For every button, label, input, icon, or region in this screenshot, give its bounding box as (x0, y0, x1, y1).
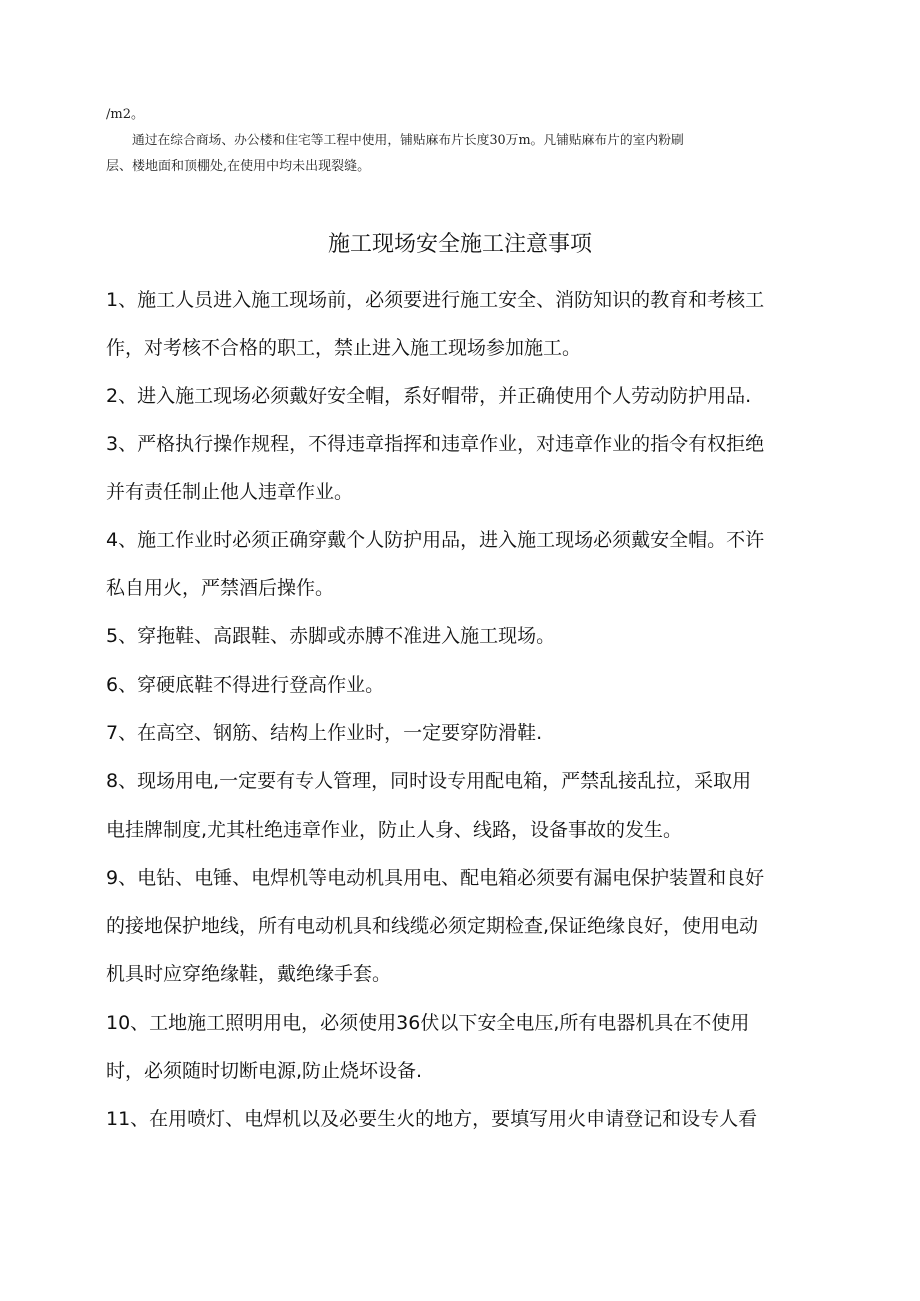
text-line: 机具时应穿绝缘鞋，戴绝缘手套。 (106, 963, 392, 985)
text-line: 作，对考核不合格的职工，禁止进入施工现场参加施工。 (106, 337, 582, 359)
text-line: 2、进入施工现场必须戴好安全帽，系好帽带，并正确使用个人劳动防护用品. (106, 385, 752, 407)
text-line: 9、电钻、电锤、电焊机等电动机具用电、配电箱必须要有漏电保护装置和良好 (106, 867, 765, 889)
intro-line-3: 层、楼地面和顶棚处,在使用中均未出现裂缝。 (106, 159, 371, 174)
text-line: 3、严格执行操作规程，不得违章指挥和违章作业，对违章作业的指令有权拒绝 (106, 433, 765, 455)
text-line: 8、现场用电,一定要有专人管理，同时设专用配电箱，严禁乱接乱拉，采取用 (106, 770, 752, 792)
text-line: 4、施工作业时必须正确穿戴个人防护用品，进入施工现场必须戴安全帽。不许 (106, 529, 765, 551)
text-line: 7、在高空、钢筋、结构上作业时，一定要穿防滑鞋. (106, 722, 543, 744)
text-line: 时，必须随时切断电源,防止烧坏设备. (106, 1060, 423, 1082)
text-line: 10、工地施工照明用电，必须使用36伏以下安全电压,所有电器机具在不使用 (106, 1012, 750, 1034)
intro-line-2: 通过在综合商场、办公楼和住宅等工程中使用，铺贴麻布片长度30万m。凡铺贴麻布片的室内粉刷 (132, 133, 684, 148)
text-line: 的接地保护地线，所有电动机具和线缆必须定期检查,保证绝缘良好，使用电动 (106, 915, 759, 937)
text-line: 5、穿拖鞋、高跟鞋、赤脚或赤膊不准进入施工现场。 (106, 625, 556, 647)
intro-line-1: /m2。 (106, 107, 144, 122)
text-line: 并有责任制止他人违章作业。 (106, 481, 354, 503)
text-line: 11、在用喷灯、电焊机以及必要生火的地方，要填写用火申请登记和设专人看 (106, 1108, 758, 1130)
page-title: 施工现场安全施工注意事项 (327, 232, 592, 257)
text-line: 1、施工人员进入施工现场前，必须要进行施工安全、消防知识的教育和考核工 (106, 289, 765, 311)
text-line: 电挂牌制度,尤其杜绝违章作业，防止人身、线路，设备事故的发生。 (106, 819, 683, 841)
text-line: 6、穿硬底鞋不得进行登高作业。 (106, 674, 385, 696)
text-line: 私自用火，严禁酒后操作。 (106, 577, 335, 599)
